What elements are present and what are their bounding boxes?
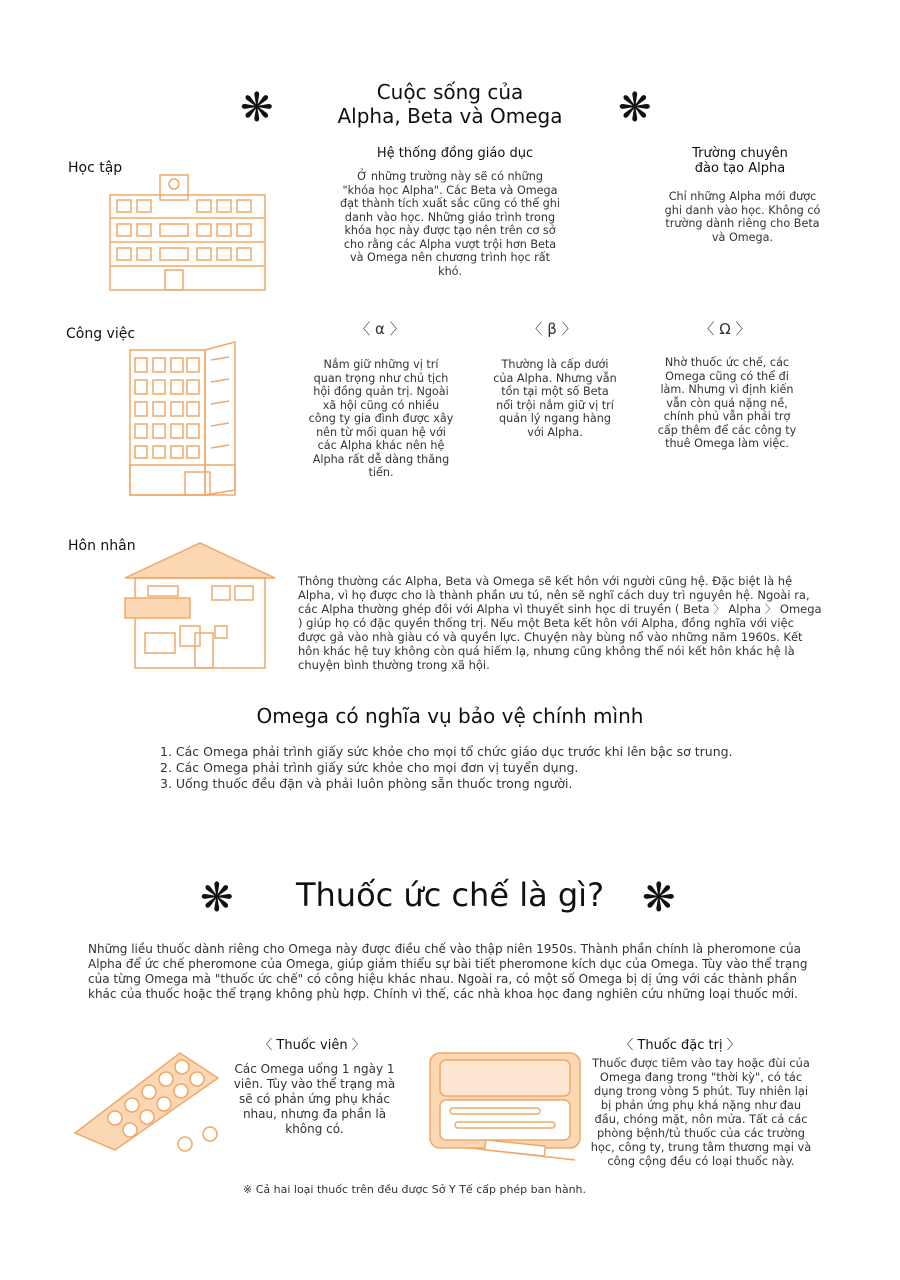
snowflake-icon: ❋ bbox=[618, 85, 652, 131]
coeducation-text: Ở những trường này sẽ có những "khóa học Alpha". Các Beta và Omega đạt thành tích xuất sắc cũng có thể ghi danh vào học. Những giáo trình trong khóa học này được tạo nên trên cơ sở cho rằng các Alpha vượt trội hơn Beta và Omega nên chương trình học rất khó. bbox=[340, 170, 560, 278]
title-line-1: Cuộc sống của bbox=[376, 80, 524, 104]
snowflake-icon: ❋ bbox=[200, 875, 234, 921]
footnote: ※ Cả hai loại thuốc trên đều được Sở Y Tế cấp phép ban hành. bbox=[243, 1183, 587, 1196]
special-drug-label: 〈 Thuốc đặc trị 〉 bbox=[620, 1038, 740, 1053]
marriage-text: Thông thường các Alpha, Beta và Omega sẽ kết hôn với người cũng hệ. Đặc biệt là hệ Alpha, vì họ được cho là thành phần ưu tú, nên sẽ nghĩ cách duy trì nguyên hệ. Ngoài ra, các Alpha thường ghép đôi với Alpha vì thuyết sinh học di truyền ( Beta 〉 Alpha 〉 Omega ) giúp họ có đặc quyền thống trị. Nếu một Beta kết hôn với Alpha, đồng nghĩa với việc được gả vào nhà giàu có và quyền lực. Chuyện này bùng nổ vào những năm 1960s. Kết hôn khác hệ tuy không còn quá hiếm lạ, nhưng cũng không thể nói kết hôn khác hệ là chuyện bình thường trong xã hội. bbox=[298, 574, 822, 672]
house-illustration bbox=[120, 538, 280, 673]
section-label-marriage: Hôn nhân bbox=[68, 538, 136, 554]
list-item: 3. Uống thuốc đều đặn và phải luôn phòng sẵn thuốc trong người. bbox=[160, 776, 573, 791]
alpha-school-title-line2: đào tạo Alpha bbox=[694, 161, 786, 176]
section-label-education: Học tập bbox=[68, 160, 123, 176]
special-drug-text: Thuốc được tiêm vào tay hoặc đùi của Omega đang trong "thời kỳ", có tác dụng trong vòng 5 phút. Tuy nhiên lại bị phản ứng phụ khá nặng như đau đầu, chóng mặt, nôn mửa. Tất cả các phòng bệnh/tủ thuốc của các trường học, công ty, trung tâm thương mại và công cộng đều có loại thuốc này. bbox=[590, 1056, 812, 1168]
alpha-school-title bbox=[650, 146, 830, 176]
list-item: 1. Các Omega phải trình giấy sức khỏe cho mọi tổ chức giáo dục trước khi lên bậc sơ trung. bbox=[160, 744, 733, 759]
omega-work-text: Nhờ thuốc ức chế, các Omega cũng có thể đi làm. Nhưng vì định kiến vẫn còn quá nặng nề, chính phủ vẫn phải trợ cấp thêm để các công ty thuê Omega làm việc. bbox=[657, 356, 797, 450]
beta-work-label: 〈 β 〉 bbox=[527, 320, 577, 338]
omega-work-label: 〈 Ω 〉 bbox=[699, 320, 751, 338]
snowflake-icon: ❋ bbox=[240, 85, 274, 131]
injection-case-illustration bbox=[425, 1048, 585, 1168]
title-line-2: Alpha, Beta và Omega bbox=[337, 104, 563, 128]
snowflake-icon: ❋ bbox=[642, 875, 676, 921]
beta-work-text: Thường là cấp dưới của Alpha. Nhưng vẫn tồn tại một số Beta nổi trội nắm giữ vị trí quản lý ngang hàng với Alpha. bbox=[493, 358, 617, 439]
office-building-illustration bbox=[125, 340, 255, 498]
alpha-school-text: Chỉ những Alpha mới được ghi danh vào học. Không có trường dành riêng cho Beta và Omega. bbox=[664, 190, 821, 244]
omega-duty-list bbox=[160, 744, 800, 792]
list-item: 2. Các Omega phải trình giấy sức khỏe cho mọi đơn vị tuyển dụng. bbox=[160, 760, 579, 775]
school-building-illustration bbox=[105, 170, 275, 295]
pill-text: Các Omega uống 1 ngày 1 viên. Tùy vào thể trạng mà sẽ có phản ứng phụ khác nhau, nhưng đa phần là không có. bbox=[233, 1062, 396, 1136]
alpha-work-label: 〈 α 〉 bbox=[355, 320, 405, 338]
loose-pill-illustration bbox=[170, 1124, 225, 1154]
page-title bbox=[300, 80, 600, 128]
section-label-work: Công việc bbox=[66, 326, 136, 342]
suppressant-intro: Những liều thuốc dành riêng cho Omega này được điều chế vào thập niên 1950s. Thành phần chính là pheromone của Alpha để ức chế pheromone của Omega, giúp giảm thiểu sự bài tiết pheromone kích dục của Omega. Tùy vào thể trạng của từng Omega mà "thuốc ức chế" có công hiệu khác nhau. Ngoài ra, có một số Omega bị dị ứng với các thành phần khác của thuốc hoặc thể trạng không phù hợp. Chính vì thế, các nhà khoa học đang nghiên cứu những loại thuốc mới. bbox=[88, 942, 808, 1001]
omega-duty-title: Omega có nghĩa vụ bảo vệ chính mình bbox=[256, 704, 644, 728]
alpha-work-text: Nắm giữ những vị trí quan trọng như chủ tịch hội đồng quản trị. Ngoài xã hội cũng có nhiều công ty gia đình được xây nên từ mối quan hệ với các Alpha khác nên hệ Alpha rất dễ dàng thăng tiến. bbox=[308, 358, 454, 479]
suppressant-title: Thuốc ức chế là gì? bbox=[295, 876, 605, 914]
coeducation-title: Hệ thống đồng giáo dục bbox=[376, 146, 534, 161]
pill-label: 〈 Thuốc viên 〉 bbox=[259, 1038, 365, 1053]
alpha-school-title-line1: Trường chuyên bbox=[692, 146, 788, 161]
